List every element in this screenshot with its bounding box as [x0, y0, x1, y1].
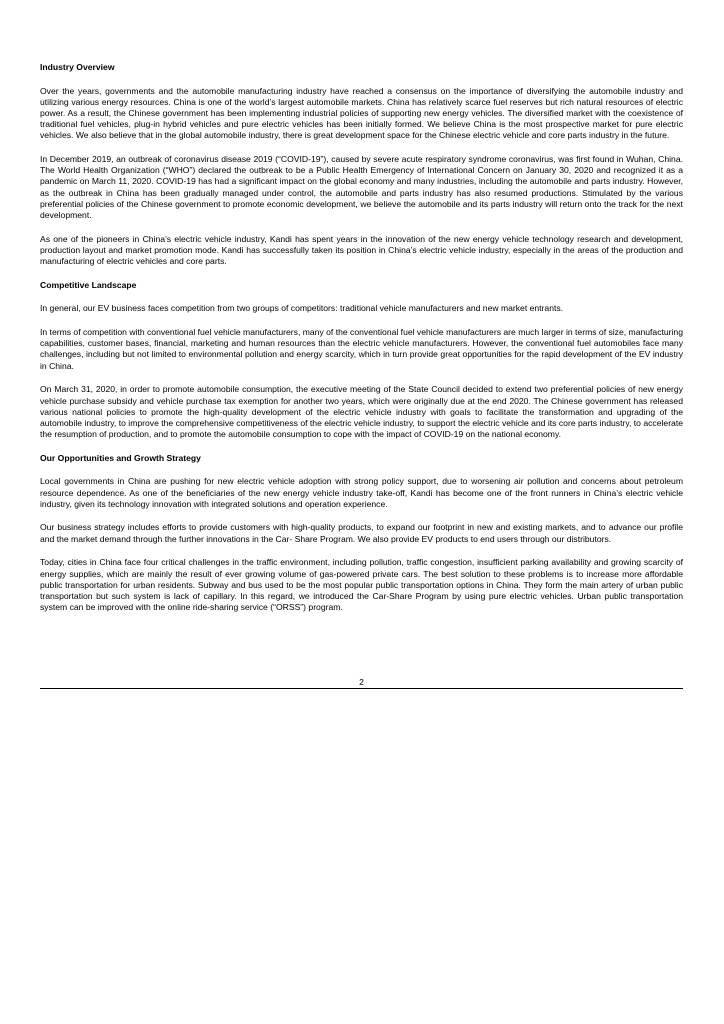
paragraph: In December 2019, an outbreak of coronavirus disease 2019 (“COVID-19”), caused by severe acute respiratory syndrome coronavirus, was first found in Wuhan, China. The World Health Organization (“WHO”) declared the outbreak to be a Public Health Emergency of International Concern on January 30, 2020 and recognized it as a pandemic on March 11, 2020. COVID-19 has had a significant impact on the global economy and many industries, including the automobile and parts industry. However, as the outbreak in China has been gradually managed under control, the automobile and parts industry has also resumed productions. Stimulated by the various preferential policies of the Chinese government to promote economic development, we believe the automobile and its parts industry will return onto the track for the next development.	[40, 154, 683, 221]
section-heading: Industry Overview	[40, 62, 115, 72]
paragraph: Over the years, governments and the automobile manufacturing industry have reached a consensus on the importance of diversifying the automobile industry and utilizing various energy resources. China is one of the world’s largest automobile markets. China has relatively scarce fuel reserves but rich natural resources of electric power. As a result, the Chinese government has been implementing industrial policies of supporting new energy vehicles. The diversified market with the coexistence of traditional fuel vehicles, plug-in hybrid vehicles and pure electric vehicles has been initially formed. We believe China is the most prospective market for pure electric vehicles. We also believe that in the global automobile industry, there is great development space for the Chinese electric vehicle and core parts industry in the future.	[40, 85, 683, 141]
paragraph: Today, cities in China face four critical challenges in the traffic environment, including pollution, traffic congestion, insufficient parking availability and growing scarcity of energy supplies, which are mainly the result of ever growing volume of gas-powered private cars. The best solution to these problems is to increase more affordable public transportation for urban residents. Subway and bus used to be the most popular public transportation options in China. They form the main artery of urban public transportation but such system is lack of capillary. In this regard, we introduced the Car-Share Program by using pure electric vehicles. Urban public transportation system can be improved with the online ride-sharing service (“ORSS”) program.	[40, 557, 683, 613]
paragraph: On March 31, 2020, in order to promote automobile consumption, the executive meeting of the State Council decided to extend two preferential policies of new energy vehicle purchase subsidy and vehicle purchase tax exemption for another two years, which were originally due at the end 2020. The Chinese government has released various national policies to promote the high-quality development of the electric vehicle industry with goals to facilitate the transformation and upgrading of the automobile industry, to improve the comprehensive competitiveness of the electric vehicle industry, to support the electric vehicle and its core parts industry, to accelerate the resumption of production, and to promote the automobile consumption to cope with the impact of COVID-19 on the national economy.	[40, 384, 683, 440]
section-opportunities-growth-strategy	[40, 453, 683, 614]
page-number: 2	[359, 677, 364, 687]
document-body	[40, 62, 683, 626]
footer-divider	[40, 688, 683, 689]
paragraph: In general, our EV business faces competition from two groups of competitors: traditional vehicle manufacturers and new market entrants.	[40, 303, 564, 314]
paragraph: In terms of competition with conventional fuel vehicle manufacturers, many of the conventional fuel vehicle manufacturers are much larger in terms of size, manufacturing capabilities, customer bases, financial, marketing and human resources than the electric vehicle manufacturers. However, the conventional fuel automobiles face many challenges, including but not limited to environmental pollution and energy scarcity, which in turn provide great opportunities for the rapid development of the EV industry in China.	[40, 327, 683, 371]
section-heading: Our Opportunities and Growth Strategy	[40, 452, 201, 463]
paragraph: Local governments in China are pushing for new electric vehicle adoption with strong policy support, due to worsening air pollution and concerns about petroleum resource dependence. As one of the beneficiaries of the new energy vehicle industry take-off, Kandi has become one of the front runners in China’s electric vehicle industry, given its technology innovation with integrated solutions and operation experience.	[40, 476, 683, 509]
paragraph: As one of the pioneers in China’s electric vehicle industry, Kandi has spent years in the innovation of the new energy vehicle technology research and development, production layout and market promotion mode. Kandi has successfully taken its position in China’s electric vehicle industry, especially in the areas of the production and manufacturing of electric vehicles and core parts.	[40, 233, 683, 267]
section-industry-overview	[40, 62, 683, 267]
section-competitive-landscape	[40, 280, 683, 441]
section-heading: Competitive Landscape	[40, 279, 137, 290]
paragraph: Our business strategy includes efforts to provide customers with high-quality products, to expand our footprint in new and existing markets, and to advance our profile and the market demand through the further innovations in the Car- Share Program. We also provide EV products to end users through our distributors.	[40, 522, 683, 544]
